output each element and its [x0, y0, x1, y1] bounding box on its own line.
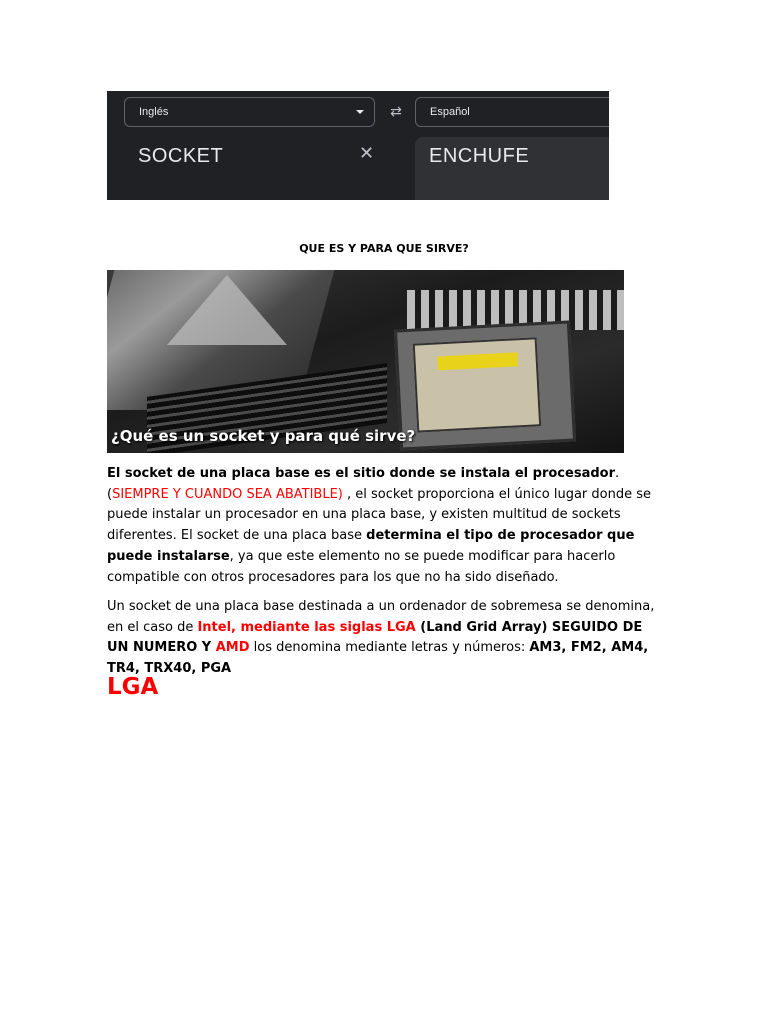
socket-cover — [413, 337, 541, 432]
photo-caption: ¿Qué es un socket y para qué sirve? — [111, 427, 416, 445]
swap-languages-icon[interactable]: ⇄ — [390, 104, 402, 120]
section-title-lga: LGA — [107, 674, 159, 700]
target-language-select[interactable] — [415, 97, 609, 127]
text-a: Un socket de una placa base destinada a un ordenador de sobremesa se denomina, en el caso de — [107, 599, 655, 635]
translated-text: ENCHUFE — [429, 145, 530, 167]
red-amd: AMD — [215, 640, 250, 656]
bold-intro: El socket de una placa base es el sitio donde se instala el procesador — [107, 466, 615, 481]
motherboard-socket-photo — [107, 270, 624, 453]
dropdown-arrow-icon — [356, 110, 364, 114]
cpu-socket — [394, 320, 576, 450]
text-period: . ( — [107, 466, 620, 502]
target-language-label: Español — [430, 106, 470, 118]
text-a: , el socket proporciona el único lugar donde se puede instalar un procesador en una placa base, y existen multitud de sockets diferentes. El socket de una placa base — [107, 486, 651, 544]
page-heading: QUE ES Y PARA QUE SIRVE? — [299, 242, 469, 255]
text-b: , ya que este elemento no se puede modificar para hacerlo compatible con otros procesadores para los que no ha sido diseñado. — [107, 548, 616, 585]
bold-lga: (Land Grid Array) SEGUIDO DE UN NUMERO Y — [107, 619, 643, 656]
red-intel: Intel, mediante las siglas LGA — [197, 619, 416, 635]
text-b: los denomina mediante letras y números: — [249, 640, 530, 656]
paragraph-definition — [107, 464, 662, 588]
bold-list: AM3, FM2, AM4, TR4, TRX40, PGA — [107, 640, 649, 677]
translator-widget — [107, 91, 609, 200]
red-note: SIEMPRE Y CUANDO SEA ABATIBLE) — [112, 486, 343, 502]
clear-icon[interactable]: ✕ — [359, 143, 375, 164]
source-language-label: Inglés — [139, 106, 169, 118]
heatsink-highlight — [167, 275, 287, 345]
source-text[interactable]: SOCKET — [138, 145, 224, 167]
caution-label — [437, 352, 518, 370]
bold-mid: determina el tipo de procesador que puede instalarse — [107, 528, 635, 564]
paragraph-naming — [107, 597, 662, 680]
source-language-select[interactable] — [124, 97, 375, 127]
translation-panel — [415, 137, 609, 200]
